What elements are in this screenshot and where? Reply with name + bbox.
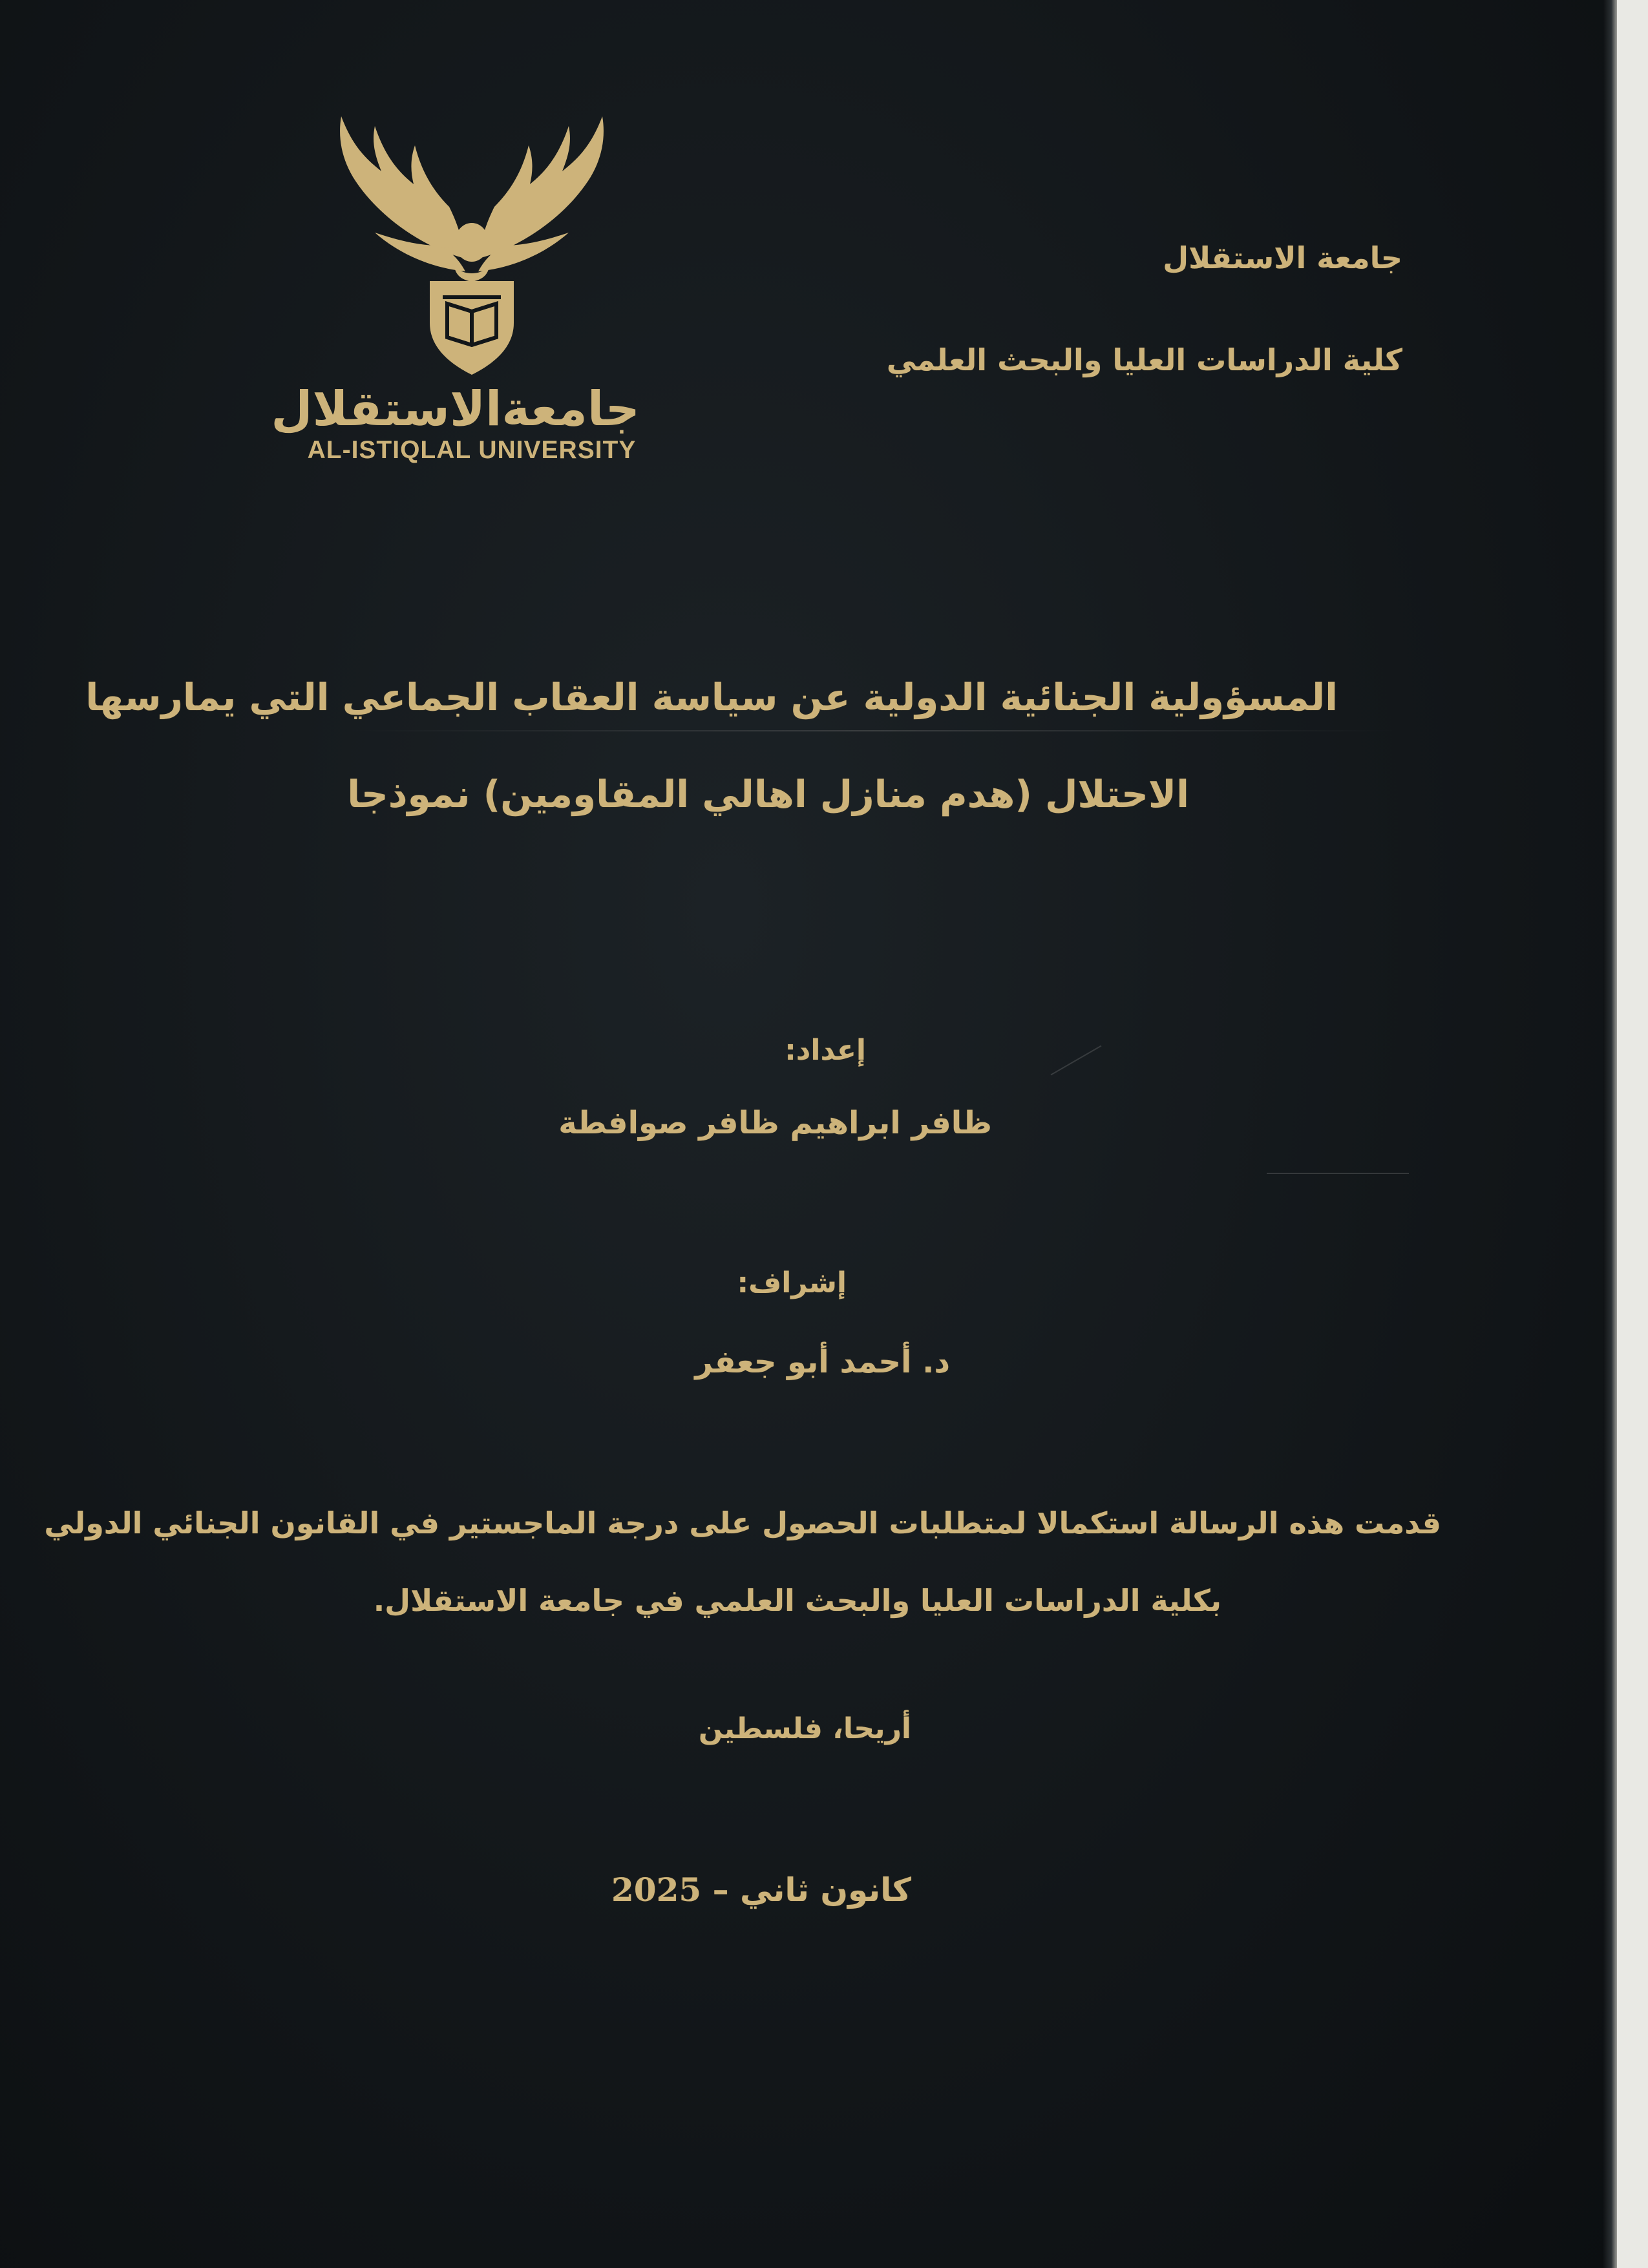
submission-date [611,1871,911,1909]
university-name: جامعة الاستقلال [1163,240,1402,275]
date-month: كانون ثاني [740,1871,911,1909]
surface-scratch [1051,1045,1102,1076]
university-logo [271,110,640,472]
supervision-label: إشراف: [737,1266,847,1299]
eagle-crest-icon [304,110,640,381]
submission-statement-line-1: قدمت هذه الرسالة استكمالا لمتطلبات الحصول على درجة الماجستير في القانون الجنائي الدولي [44,1506,1441,1540]
prepared-by-label: إعداد: [785,1034,866,1067]
date-separator: – [712,1871,729,1909]
thesis-title-line-1: المسؤولية الجنائية الدولية عن سياسة العقاب الجماعي التي يمارسها [85,675,1338,719]
logo-english-wordmark: AL-ISTIQLAL UNIVERSITY [307,436,637,464]
cover-edge [1603,0,1617,2268]
thesis-title-line-2: الاحتلال (هدم منازل اهالي المقاومين) نموذجا [347,772,1189,816]
date-year: 2025 [611,1871,702,1909]
submission-statement-line-2: بكلية الدراسات العليا والبحث العلمي في جامعة الاستقلال. [373,1583,1221,1618]
author-name: ظافر ابراهيم ظافر صوافطة [558,1105,992,1141]
place: أريحا، فلسطين [698,1712,911,1745]
supervisor-name: د. أحمد أبو جعفر [695,1344,950,1380]
title-divider [349,730,1396,731]
faculty-name: كلية الدراسات العليا والبحث العلمي [886,342,1402,377]
logo-arabic-wordmark: جامعةالاستقلال [271,381,640,437]
surface-scratch [1267,1173,1409,1174]
